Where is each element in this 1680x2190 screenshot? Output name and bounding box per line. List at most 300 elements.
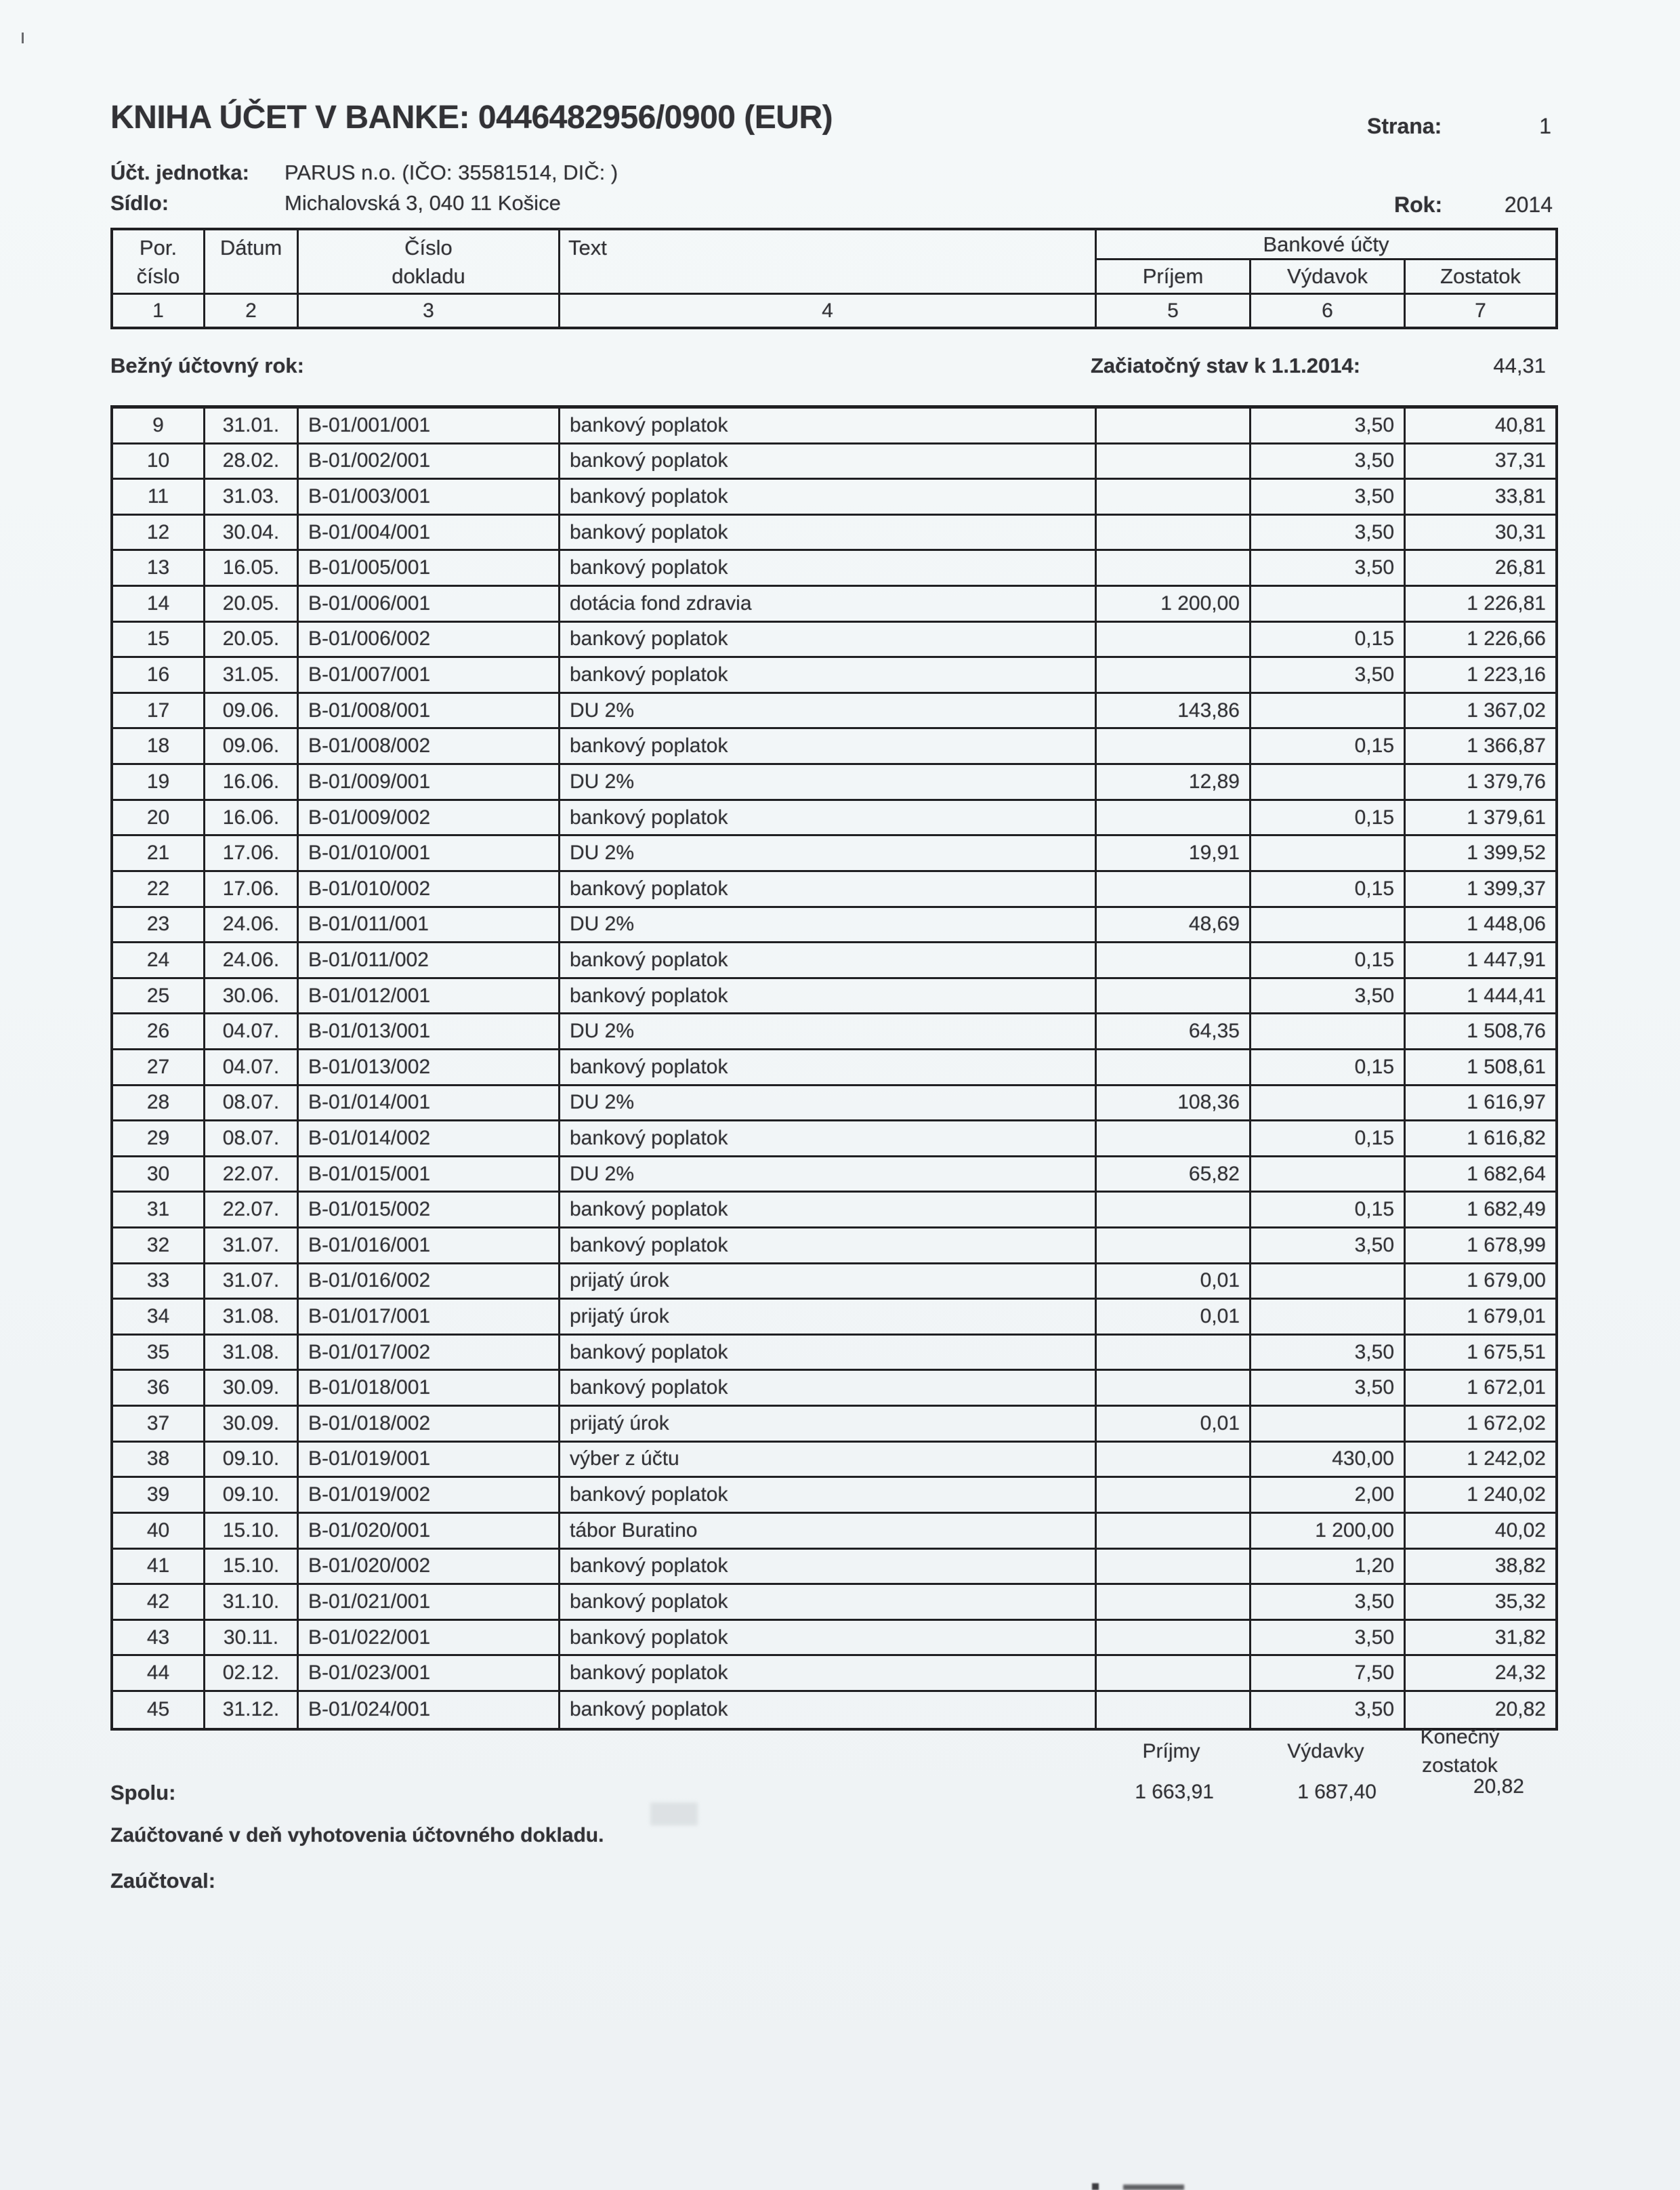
cell-datum: 15.10. [205, 1550, 299, 1584]
cell-datum: 31.05. [205, 658, 299, 692]
cell-vydavok [1251, 908, 1406, 942]
cell-por-cislo: 13 [113, 551, 205, 585]
cell-vydavok: 3,50 [1251, 1585, 1406, 1619]
cell-prijem [1097, 979, 1251, 1013]
total-zostatok-value: 20,82 [1473, 1775, 1524, 1798]
cell-text: bankový poplatok [560, 729, 1097, 763]
cell-por-cislo: 27 [113, 1050, 205, 1084]
header-por: Por. [139, 236, 177, 260]
cell-prijem [1097, 1656, 1251, 1690]
header-bank-subcolumns [1097, 260, 1555, 293]
cell-text: DU 2% [560, 1157, 1097, 1191]
header-datum-label: Dátum [219, 236, 282, 260]
cell-vydavok [1251, 836, 1406, 870]
cell-vydavok: 7,50 [1251, 1656, 1406, 1690]
cell-cislo-dokladu: B-01/005/001 [299, 551, 560, 585]
year-value: 2014 [1504, 192, 1553, 217]
cell-vydavok [1251, 1157, 1406, 1191]
table-row [113, 1121, 1555, 1157]
cell-prijem [1097, 1550, 1251, 1584]
cell-vydavok [1251, 1014, 1406, 1048]
table-row [113, 1086, 1555, 1122]
cell-text: DU 2% [560, 765, 1097, 799]
cell-zostatok: 40,81 [1494, 413, 1546, 436]
cell-zostatok: 1 682,49 [1467, 1198, 1546, 1221]
cell-datum: 16.05. [205, 551, 299, 585]
cell-cislo-dokladu: B-01/006/002 [299, 623, 560, 657]
cell-cislo-dokladu: B-01/011/001 [299, 908, 560, 942]
cell-zostatok: 30,31 [1494, 520, 1546, 543]
cell-datum: 30.11. [205, 1621, 299, 1655]
table-row [113, 409, 1555, 445]
cell-zostatok: 20,82 [1494, 1698, 1546, 1721]
cell-text: bankový poplatok [560, 480, 1097, 514]
cell-vydavok: 0,15 [1251, 623, 1406, 657]
cell-zostatok: 1 448,06 [1467, 913, 1546, 936]
cell-vydavok: 0,15 [1251, 801, 1406, 835]
cell-por-cislo: 19 [113, 765, 205, 799]
header-por-cislo [113, 230, 205, 293]
cell-text: dotácia fond zdravia [560, 587, 1097, 621]
cell-text: bankový poplatok [560, 1478, 1097, 1512]
cell-zostatok: 1 679,01 [1467, 1305, 1546, 1328]
cell-datum: 09.06. [205, 694, 299, 728]
cell-vydavok: 430,00 [1251, 1443, 1406, 1476]
cell-cislo-dokladu: B-01/002/001 [299, 445, 560, 478]
cell-cislo-dokladu: B-01/014/001 [299, 1086, 560, 1120]
cell-text: bankový poplatok [560, 445, 1097, 478]
table-row [113, 943, 1555, 979]
cell-cislo-dokladu: B-01/020/001 [299, 1514, 560, 1548]
cell-text: bankový poplatok [560, 623, 1097, 657]
header-datum [205, 230, 299, 293]
total-label: Spolu: [110, 1781, 176, 1804]
cell-prijem [1097, 1443, 1251, 1476]
opening-balance-value: 44,31 [1493, 354, 1546, 377]
cell-por-cislo: 14 [113, 587, 205, 621]
cell-zostatok: 1 682,64 [1467, 1162, 1546, 1185]
cell-por-cislo: 20 [113, 801, 205, 835]
cell-zostatok: 1 366,87 [1467, 735, 1546, 758]
cell-zostatok: 37,31 [1494, 449, 1546, 472]
column-number: 2 [205, 295, 299, 327]
cell-datum: 04.07. [205, 1050, 299, 1084]
cell-por-cislo: 39 [113, 1478, 205, 1512]
table-row [113, 1050, 1555, 1086]
cell-datum: 28.02. [205, 445, 299, 478]
table-row [113, 1585, 1555, 1621]
scan-artifact [22, 33, 24, 43]
table-row [113, 1193, 1555, 1228]
cell-vydavok [1251, 1407, 1406, 1441]
cell-zostatok: 1 447,91 [1467, 948, 1546, 971]
totals-prijmy-label: Príjmy [1142, 1740, 1200, 1762]
cell-zostatok: 1 672,01 [1467, 1376, 1546, 1399]
cell-por-cislo: 29 [113, 1121, 205, 1155]
cell-datum: 09.10. [205, 1478, 299, 1512]
total-prijmy-value: 1 663,91 [1135, 1781, 1214, 1803]
cell-prijem: 0,01 [1097, 1264, 1251, 1298]
cell-prijem [1097, 1121, 1251, 1155]
table-row [113, 445, 1555, 480]
cell-cislo-dokladu: B-01/018/002 [299, 1407, 560, 1441]
cell-cislo-dokladu: B-01/021/001 [299, 1585, 560, 1619]
cell-vydavok: 1,20 [1251, 1550, 1406, 1584]
cell-prijem [1097, 1336, 1251, 1369]
cell-por-cislo: 40 [113, 1514, 205, 1548]
cell-datum: 15.10. [205, 1514, 299, 1548]
cell-datum: 30.09. [205, 1371, 299, 1405]
cell-cislo-dokladu: B-01/010/001 [299, 836, 560, 870]
page-number-value: 1 [1539, 114, 1551, 138]
cell-cislo-dokladu: B-01/019/001 [299, 1443, 560, 1476]
cell-text: bankový poplatok [560, 551, 1097, 585]
document-title: KNIHA ÚČET V BANKE: 0446482956/0900 (EUR) [110, 100, 833, 136]
cell-vydavok: 3,50 [1251, 1692, 1406, 1728]
cell-prijem [1097, 516, 1251, 550]
cell-prijem: 48,69 [1097, 908, 1251, 942]
cell-datum: 31.07. [205, 1228, 299, 1262]
cell-zostatok: 1 675,51 [1467, 1340, 1546, 1363]
transactions-table [110, 405, 1558, 1731]
cell-zostatok: 24,32 [1494, 1661, 1546, 1685]
cell-por-cislo: 35 [113, 1336, 205, 1369]
cell-zostatok: 1 672,02 [1467, 1411, 1546, 1434]
table-row [113, 1621, 1555, 1657]
cell-text: bankový poplatok [560, 1228, 1097, 1262]
cell-text: bankový poplatok [560, 1336, 1097, 1369]
cell-text: DU 2% [560, 1014, 1097, 1048]
page-number-label: Strana: [1367, 114, 1442, 138]
cell-vydavok: 0,15 [1251, 1121, 1406, 1155]
cell-text: bankový poplatok [560, 1050, 1097, 1084]
table-row [113, 1656, 1555, 1692]
cell-zostatok: 1 399,37 [1467, 877, 1546, 900]
cell-text: DU 2% [560, 836, 1097, 870]
cell-zostatok: 1 616,82 [1467, 1126, 1546, 1149]
cell-prijem: 64,35 [1097, 1014, 1251, 1048]
header-text-label: Text [568, 236, 607, 260]
cell-text: výber z účtu [560, 1443, 1097, 1476]
table-body [113, 409, 1555, 1728]
cell-datum: 08.07. [205, 1121, 299, 1155]
cell-prijem [1097, 1371, 1251, 1405]
cell-datum: 31.12. [205, 1692, 299, 1728]
header-bankove-ucty: Bankové účty [1097, 230, 1555, 260]
cell-por-cislo: 41 [113, 1550, 205, 1584]
cell-cislo-dokladu: B-01/015/001 [299, 1157, 560, 1191]
accounting-unit-label: Účt. jednotka: [110, 161, 249, 184]
cell-text: bankový poplatok [560, 1692, 1097, 1728]
cell-por-cislo: 44 [113, 1656, 205, 1690]
header-bankove-ucty-group [1097, 230, 1555, 293]
current-accounting-year-label: Bežný účtovný rok: [110, 354, 304, 377]
column-number: 7 [1475, 299, 1486, 322]
cell-zostatok: 1 379,61 [1467, 806, 1546, 829]
column-number: 3 [299, 295, 560, 327]
cell-text: bankový poplatok [560, 872, 1097, 906]
table-row [113, 1264, 1555, 1300]
cell-text: bankový poplatok [560, 1193, 1097, 1226]
cell-datum: 31.03. [205, 480, 299, 514]
cell-datum: 31.08. [205, 1336, 299, 1369]
cell-prijem [1097, 1621, 1251, 1655]
cell-vydavok: 3,50 [1251, 1621, 1406, 1655]
totals-vydavky-label: Výdavky [1287, 1740, 1364, 1762]
scan-artifact [650, 1802, 698, 1825]
cell-zostatok: 1 367,02 [1467, 699, 1546, 722]
header-prijem: Príjem [1097, 260, 1251, 293]
cell-por-cislo: 26 [113, 1014, 205, 1048]
cell-zostatok: 35,32 [1494, 1590, 1546, 1613]
cell-datum: 24.06. [205, 943, 299, 977]
table-row [113, 765, 1555, 801]
cell-prijem [1097, 729, 1251, 763]
cell-zostatok: 1 508,76 [1467, 1020, 1546, 1043]
header-zostatok: Zostatok [1440, 264, 1521, 288]
cell-cislo-dokladu: B-01/017/001 [299, 1300, 560, 1334]
cell-vydavok: 0,15 [1251, 1193, 1406, 1226]
cell-vydavok [1251, 1086, 1406, 1120]
table-row [113, 729, 1555, 765]
cell-cislo-dokladu: B-01/006/001 [299, 587, 560, 621]
cell-datum: 09.06. [205, 729, 299, 763]
table-row [113, 1514, 1555, 1550]
cell-cislo-dokladu: B-01/023/001 [299, 1656, 560, 1690]
cell-prijem: 143,86 [1097, 694, 1251, 728]
cell-por-cislo: 34 [113, 1300, 205, 1334]
year-label: Rok: [1394, 192, 1443, 217]
cell-por-cislo: 32 [113, 1228, 205, 1262]
cell-zostatok: 1 444,41 [1467, 984, 1546, 1007]
table-row [113, 1157, 1555, 1193]
cell-text: prijatý úrok [560, 1264, 1097, 1298]
cell-zostatok: 1 240,02 [1467, 1483, 1546, 1506]
cell-por-cislo: 10 [113, 445, 205, 478]
cell-prijem [1097, 1692, 1251, 1728]
cell-datum: 30.06. [205, 979, 299, 1013]
cell-prijem: 108,36 [1097, 1086, 1251, 1120]
cell-text: bankový poplatok [560, 1550, 1097, 1584]
table-row [113, 836, 1555, 872]
booking-note: Zaúčtované v deň vyhotovenia účtovného dokladu. [110, 1824, 604, 1846]
cell-prijem [1097, 1478, 1251, 1512]
posted-by-label: Zaúčtoval: [110, 1869, 216, 1893]
cell-datum: 16.06. [205, 765, 299, 799]
cell-prijem [1097, 1585, 1251, 1619]
cell-datum: 04.07. [205, 1014, 299, 1048]
cell-cislo-dokladu: B-01/011/002 [299, 943, 560, 977]
cell-zostatok: 1 679,00 [1467, 1269, 1546, 1292]
cell-vydavok: 3,50 [1251, 1336, 1406, 1369]
cell-cislo-dokladu: B-01/017/002 [299, 1336, 560, 1369]
cell-cislo-dokladu: B-01/024/001 [299, 1692, 560, 1728]
cell-por-cislo: 18 [113, 729, 205, 763]
table-row [113, 551, 1555, 587]
cell-vydavok: 3,50 [1251, 551, 1406, 585]
cell-datum: 30.09. [205, 1407, 299, 1441]
cell-zostatok: 1 508,61 [1467, 1055, 1546, 1078]
table-row [113, 623, 1555, 659]
cell-prijem: 0,01 [1097, 1300, 1251, 1334]
cell-por-cislo: 21 [113, 836, 205, 870]
cell-vydavok: 3,50 [1251, 1228, 1406, 1262]
cell-cislo-dokladu: B-01/015/002 [299, 1193, 560, 1226]
cell-por-cislo: 23 [113, 908, 205, 942]
table-row [113, 516, 1555, 552]
cell-cislo-dokladu: B-01/009/001 [299, 765, 560, 799]
cell-cislo-dokladu: B-01/010/002 [299, 872, 560, 906]
table-row [113, 694, 1555, 730]
cell-zostatok: 1 379,76 [1467, 770, 1546, 793]
scan-artifact [1092, 2183, 1099, 2190]
cell-prijem [1097, 409, 1251, 442]
header-vydavok: Výdavok [1251, 260, 1406, 293]
cell-cislo-dokladu: B-01/022/001 [299, 1621, 560, 1655]
cell-por-cislo: 22 [113, 872, 205, 906]
table-row [113, 1478, 1555, 1514]
cell-vydavok: 0,15 [1251, 1050, 1406, 1084]
cell-cislo-dokladu: B-01/008/001 [299, 694, 560, 728]
cell-cislo-dokladu: B-01/019/002 [299, 1478, 560, 1512]
cell-prijem [1097, 1193, 1251, 1226]
konecny-line1: Konečný [1420, 1726, 1500, 1748]
cell-prijem [1097, 1228, 1251, 1262]
cell-text: DU 2% [560, 1086, 1097, 1120]
cell-text: bankový poplatok [560, 409, 1097, 442]
cell-prijem: 12,89 [1097, 765, 1251, 799]
cell-vydavok [1251, 694, 1406, 728]
cell-vydavok: 0,15 [1251, 872, 1406, 906]
cell-text: bankový poplatok [560, 1121, 1097, 1155]
cell-por-cislo: 28 [113, 1086, 205, 1120]
cell-vydavok: 2,00 [1251, 1478, 1406, 1512]
cell-prijem [1097, 623, 1251, 657]
cell-cislo-dokladu: B-01/016/001 [299, 1228, 560, 1262]
column-number: 4 [560, 295, 1097, 327]
cell-datum: 24.06. [205, 908, 299, 942]
table-row [113, 979, 1555, 1015]
cell-cislo-dokladu: B-01/018/001 [299, 1371, 560, 1405]
cell-text: bankový poplatok [560, 943, 1097, 977]
table-row [113, 1407, 1555, 1443]
cell-cislo-dokladu: B-01/008/002 [299, 729, 560, 763]
cell-text: bankový poplatok [560, 1585, 1097, 1619]
cell-vydavok: 0,15 [1251, 943, 1406, 977]
accounting-unit-value: PARUS n.o. (IČO: 35581514, DIČ: ) [285, 161, 618, 184]
table-row [113, 1371, 1555, 1407]
cell-prijem [1097, 1514, 1251, 1548]
table-header-row [113, 230, 1555, 295]
cell-cislo-dokladu: B-01/013/001 [299, 1014, 560, 1048]
cell-text: prijatý úrok [560, 1300, 1097, 1334]
opening-balance-label: Začiatočný stav k 1.1.2014: [1091, 354, 1361, 377]
cell-datum: 17.06. [205, 836, 299, 870]
table-row [113, 801, 1555, 837]
cell-por-cislo: 15 [113, 623, 205, 657]
cell-cislo-dokladu: B-01/004/001 [299, 516, 560, 550]
header-numbers-row [113, 295, 1555, 327]
konecny-line2: zostatok [1422, 1754, 1498, 1777]
cell-zostatok: 1 616,97 [1467, 1091, 1546, 1114]
cell-datum: 02.12. [205, 1656, 299, 1690]
column-header-table [110, 228, 1558, 329]
cell-prijem [1097, 551, 1251, 585]
cell-datum: 31.08. [205, 1300, 299, 1334]
cell-datum: 16.06. [205, 801, 299, 835]
cell-por-cislo: 36 [113, 1371, 205, 1405]
cell-vydavok [1251, 1264, 1406, 1298]
cell-por-cislo: 24 [113, 943, 205, 977]
cell-prijem [1097, 943, 1251, 977]
cell-vydavok: 3,50 [1251, 516, 1406, 550]
cell-zostatok: 1 678,99 [1467, 1233, 1546, 1256]
cell-prijem: 65,82 [1097, 1157, 1251, 1191]
table-row [113, 1014, 1555, 1050]
cell-cislo-dokladu: B-01/012/001 [299, 979, 560, 1013]
header-text [560, 230, 1097, 293]
table-row [113, 872, 1555, 908]
table-row [113, 908, 1555, 944]
cell-datum: 30.04. [205, 516, 299, 550]
cell-prijem: 0,01 [1097, 1407, 1251, 1441]
cell-vydavok [1251, 1300, 1406, 1334]
totals-konecny-zostatok-label [1395, 1723, 1524, 1780]
cell-prijem [1097, 872, 1251, 906]
cell-vydavok: 3,50 [1251, 409, 1406, 442]
cell-cislo-dokladu: B-01/007/001 [299, 658, 560, 692]
cell-datum: 22.07. [205, 1157, 299, 1191]
cell-text: bankový poplatok [560, 658, 1097, 692]
cell-por-cislo: 9 [113, 409, 205, 442]
cell-por-cislo: 45 [113, 1692, 205, 1728]
cell-zostatok: 1 226,81 [1467, 592, 1546, 615]
cell-cislo-dokladu: B-01/014/002 [299, 1121, 560, 1155]
cell-cislo-dokladu: B-01/003/001 [299, 480, 560, 514]
cell-datum: 20.05. [205, 623, 299, 657]
cell-text: bankový poplatok [560, 801, 1097, 835]
cell-vydavok: 3,50 [1251, 979, 1406, 1013]
cell-vydavok: 0,15 [1251, 729, 1406, 763]
table-row [113, 1228, 1555, 1264]
cell-prijem [1097, 480, 1251, 514]
cell-zostatok: 26,81 [1494, 556, 1546, 579]
cell-por-cislo: 25 [113, 979, 205, 1013]
table-row [113, 1692, 1555, 1728]
cell-zostatok: 38,82 [1494, 1554, 1546, 1577]
cell-por-cislo: 37 [113, 1407, 205, 1441]
cell-por-cislo: 12 [113, 516, 205, 550]
cell-vydavok: 3,50 [1251, 1371, 1406, 1405]
column-number: 6 [1251, 295, 1406, 327]
cell-vydavok [1251, 587, 1406, 621]
cell-cislo-dokladu: B-01/020/002 [299, 1550, 560, 1584]
cell-prijem: 1 200,00 [1097, 587, 1251, 621]
table-row [113, 587, 1555, 623]
header-dokladu-line: dokladu [392, 264, 465, 288]
table-row [113, 1336, 1555, 1371]
cell-por-cislo: 16 [113, 658, 205, 692]
cell-por-cislo: 11 [113, 480, 205, 514]
cell-zostatok: 1 242,02 [1467, 1447, 1546, 1470]
cell-text: bankový poplatok [560, 516, 1097, 550]
registered-office-value: Michalovská 3, 040 11 Košice [285, 191, 561, 215]
cell-cislo-dokladu: B-01/016/002 [299, 1264, 560, 1298]
cell-por-cislo: 42 [113, 1585, 205, 1619]
cell-datum: 31.01. [205, 409, 299, 442]
cell-zostatok: 1 223,16 [1467, 663, 1546, 686]
cell-vydavok [1251, 765, 1406, 799]
